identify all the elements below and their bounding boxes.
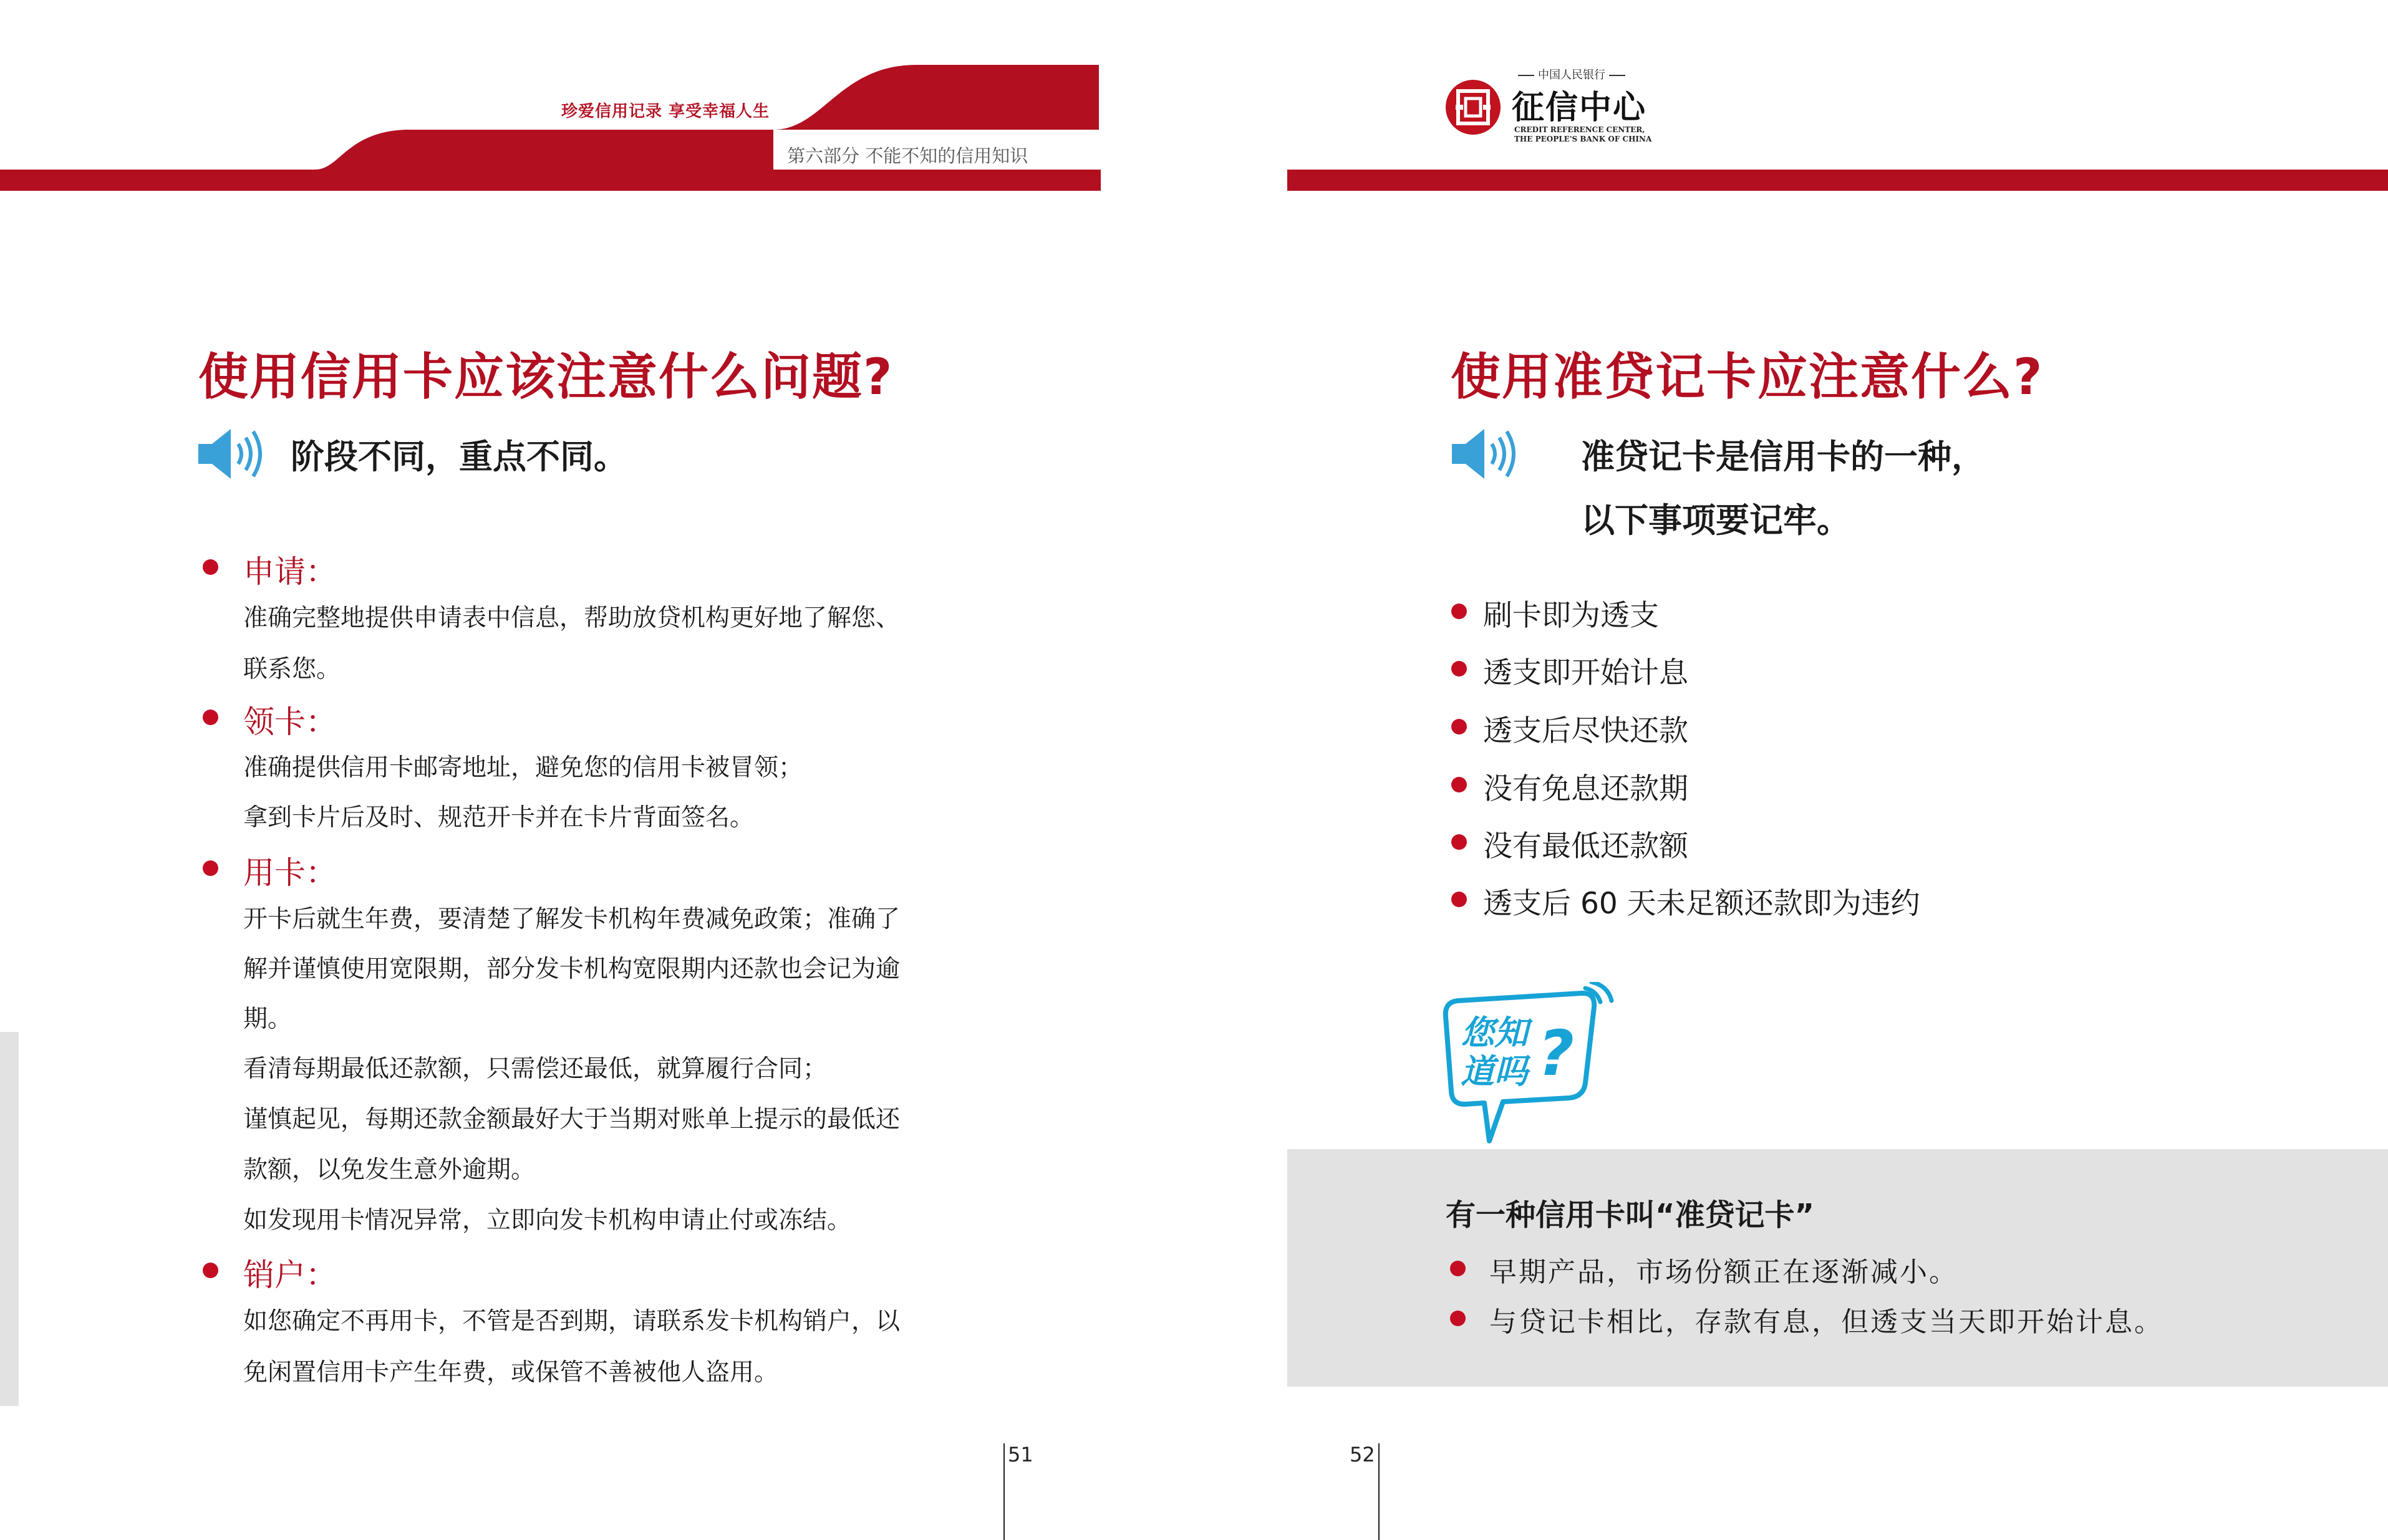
page-number-left: 51 — [1008, 1443, 1033, 1466]
right-page-subtitle-1: 准贷记卡是信用卡的一种， — [1581, 437, 1985, 476]
logo-en-line2: THE PEOPLE'S BANK OF CHINA — [1514, 135, 1652, 143]
page-divider-left — [1003, 1443, 1005, 1540]
header-slogan: 珍爱信用记录 享受幸福人生 — [561, 102, 770, 121]
logo-en-line1: CREDIT REFERENCE CENTER, — [1514, 125, 1645, 134]
bullet-dot — [203, 1263, 218, 1278]
bullet-dot — [1451, 604, 1467, 619]
header-section: 第六部分 不能不知的信用知识 — [787, 145, 1028, 166]
close-line-1: 如您确定不再用卡，不管是否到期，请联系发卡机构销户，以 — [243, 1307, 901, 1335]
bubble-text-line2: 道吗 — [1461, 1052, 1528, 1091]
close-line-2: 免闲置信用卡产生年费，或保管不善被他人盗用。 — [243, 1359, 779, 1387]
rule-item-5: 没有最低还款额 — [1483, 829, 1688, 864]
bubble-text-line1: 您知 — [1461, 1013, 1528, 1052]
receive-line-2: 拿到卡片后及时、规范开卡并在卡片背面签名。 — [243, 804, 755, 832]
header-decoration — [0, 0, 2388, 200]
rule-item-3: 透支后尽快还款 — [1483, 714, 1688, 748]
bubble-question-mark: ? — [1538, 1017, 1575, 1090]
use-line-1: 开卡后就生年费，要清楚了解发卡机构年费减免政策；准确了 — [243, 905, 901, 933]
rule-item-1: 刷卡即为透支 — [1483, 599, 1659, 633]
did-you-know-item-1: 早期产品，市场份额正在逐渐减小。 — [1489, 1256, 1958, 1288]
bullet-dot — [1451, 892, 1467, 907]
apply-line-2: 联系您。 — [243, 655, 341, 683]
page-edge-strip — [0, 1032, 19, 1406]
bullet-dot — [1451, 834, 1467, 850]
bullet-dot — [203, 559, 218, 575]
rule-item-6: 透支后 60 天未足额还款即为违约 — [1483, 887, 1920, 921]
bullet-dot — [1451, 777, 1467, 792]
bullet-dot — [203, 860, 218, 876]
section-label-apply: 申请： — [243, 554, 337, 590]
left-page-title: 使用信用卡应该注意什么问题? — [198, 348, 894, 406]
logo-top-text: 中国人民银行 — [1514, 66, 1629, 82]
page-divider-right — [1378, 1443, 1380, 1540]
section-label-close: 销户： — [243, 1257, 337, 1293]
bullet-dot — [1451, 719, 1467, 734]
section-label-receive: 领卡： — [243, 704, 337, 740]
use-line-4: 看清每期最低还款额，只需偿还最低，就算履行合同； — [243, 1055, 828, 1083]
bullet-dot — [1451, 661, 1467, 676]
did-you-know-heading: 有一种信用卡叫“准贷记卡” — [1446, 1198, 1815, 1233]
use-line-3: 期。 — [243, 1005, 292, 1033]
speaker-icon — [195, 423, 269, 485]
section-label-use: 用卡： — [243, 855, 337, 891]
logo-emblem-icon — [1444, 76, 1502, 138]
did-you-know-item-2: 与贷记卡相比，存款有息，但透支当天即开始计息。 — [1489, 1306, 2163, 1338]
use-line-6: 款额，以免发生意外逾期。 — [243, 1156, 536, 1184]
left-page-subtitle: 阶段不同，重点不同。 — [291, 437, 627, 476]
right-page-subtitle-2: 以下事项要记牢。 — [1581, 501, 1850, 540]
receive-line-1: 准确提供信用卡邮寄地址，避免您的信用卡被冒领； — [243, 754, 803, 782]
use-line-5: 谨慎起见，每期还款金额最好大于当期对账单上提示的最低还 — [243, 1105, 901, 1133]
use-line-2: 解并谨慎使用宽限期，部分发卡机构宽限期内还款也会记为逾 — [243, 955, 901, 983]
bullet-dot — [1450, 1261, 1466, 1276]
rule-item-4: 没有免息还款期 — [1483, 772, 1688, 806]
logo-main-text: 征信中心 — [1512, 89, 1647, 127]
bullet-dot — [1450, 1311, 1466, 1326]
rule-item-2: 透支即开始计息 — [1483, 656, 1688, 690]
bullet-dot — [203, 710, 218, 725]
credit-center-logo — [1439, 62, 1701, 156]
use-line-7: 如发现用卡情况异常，立即向发卡机构申请止付或冻结。 — [243, 1206, 852, 1234]
speaker-icon — [1448, 423, 1523, 485]
page-number-right: 52 — [1350, 1443, 1375, 1466]
apply-line-1: 准确完整地提供申请表中信息，帮助放贷机构更好地了解您、 — [243, 604, 901, 632]
right-page-title: 使用准贷记卡应注意什么? — [1451, 348, 2044, 406]
